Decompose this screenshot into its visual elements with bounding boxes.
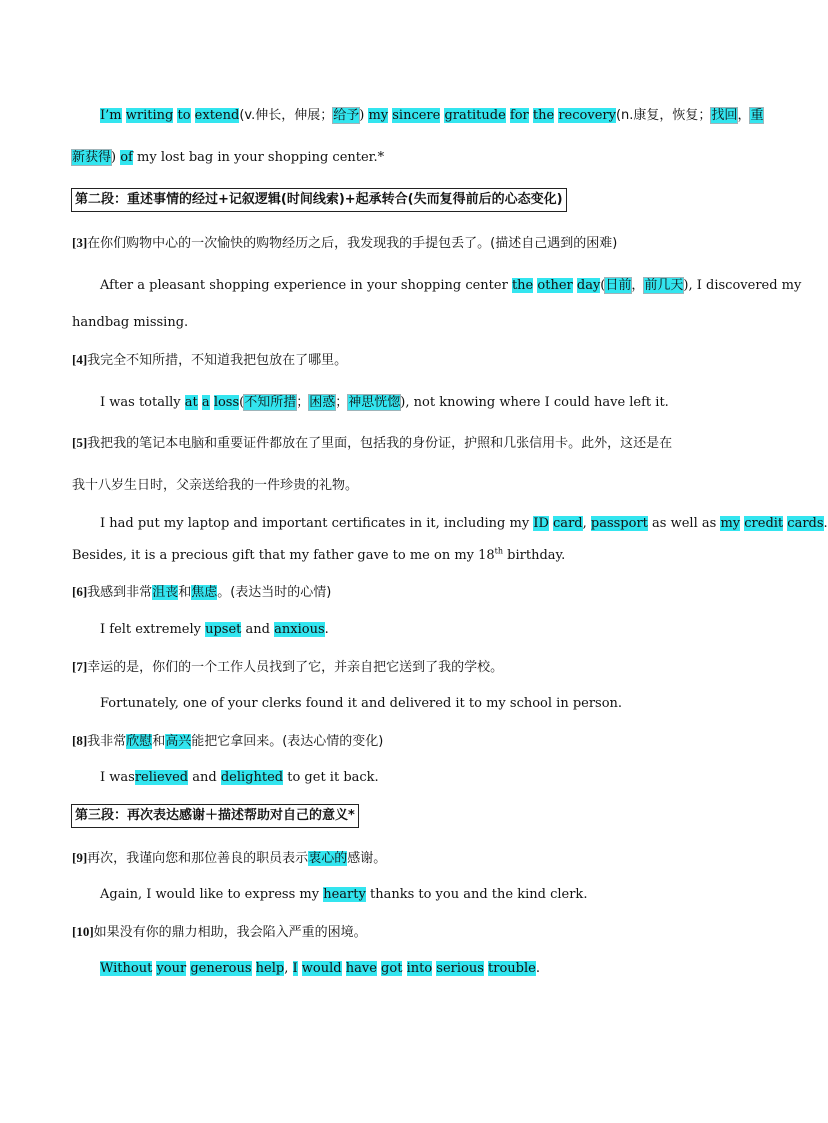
hl-word: I’m [100, 108, 122, 123]
section-heading-2: 第二段：重述事情的经过+记叙逻辑(时间线索)+起承转合(失而复得前后的心态变化) [71, 188, 567, 212]
hl-word: cards [787, 516, 824, 531]
cn-sentence: 幸运的是，你们的一个工作人员找到了它，并亲自把它送到了我的学校。 [87, 660, 504, 675]
text: . [823, 516, 828, 531]
item-9-en [100, 885, 587, 905]
item-tag: [6] [72, 584, 88, 599]
hl-word: loss [213, 395, 240, 410]
hl-word: generous [190, 961, 252, 976]
hl-word: extend [194, 108, 240, 123]
text: I was [100, 770, 135, 785]
hl-word: 沮丧 [152, 585, 179, 600]
hl-word: gratitude [444, 108, 506, 123]
hl-word: writing [125, 108, 174, 123]
text: 和 [178, 585, 192, 600]
hl-word: recovery [558, 108, 616, 123]
item-tag: [3] [72, 235, 88, 250]
text: ； [296, 395, 310, 410]
text: , [582, 516, 587, 531]
text: and [245, 622, 270, 637]
text: 再次，我谨向您和那位善良的职员表示 [87, 851, 309, 866]
p1-line-1 [100, 106, 763, 126]
item-tag: [8] [72, 733, 88, 748]
item-tag: [7] [72, 659, 88, 674]
text: , [284, 961, 289, 976]
text: ， [737, 108, 751, 123]
hl-word: would [301, 961, 342, 976]
item-4-cn [72, 350, 347, 371]
text: thanks to you and the kind clerk. [369, 887, 588, 902]
hl-gloss: 给予 [333, 108, 360, 123]
text: ) [111, 150, 117, 165]
text: I felt extremely [100, 622, 201, 637]
text: After a pleasant shopping experience in your shopping center [100, 278, 508, 293]
hl-gloss: 不知所措 [244, 395, 297, 410]
text: ), I discovered my [683, 278, 802, 293]
item-8-cn [72, 731, 383, 752]
item-3-en-1 [100, 276, 801, 296]
hl-word: I [292, 961, 298, 976]
hl-word: relieved [134, 770, 189, 785]
hl-word: the [532, 108, 555, 123]
text: as well as [652, 516, 717, 531]
hl-gloss: 日前 [605, 278, 632, 293]
text: Again, I would like to express my [100, 887, 320, 902]
text: Besides, it is a precious gift that my father gave to me on my 18 [72, 548, 495, 563]
hl-gloss: 困惑 [309, 395, 336, 410]
item-3-en-2 [72, 313, 188, 333]
text: ( [600, 278, 606, 293]
hl-word: passport [590, 516, 648, 531]
text: . [324, 622, 329, 637]
hl-word: help [255, 961, 285, 976]
item-7-cn [72, 657, 503, 678]
hl-word: upset [205, 622, 242, 637]
text: 和 [152, 734, 166, 749]
text: ( [239, 395, 245, 410]
hl-word: at [184, 395, 198, 410]
p1-line-2 [72, 148, 384, 168]
hl-word: ID [533, 516, 549, 531]
text: I was totally [100, 395, 181, 410]
text: birthday. [503, 548, 566, 563]
text: Fortunately, one of your clerks found it and delivered it to my school in person. [100, 696, 623, 711]
item-5-cn-1 [72, 433, 672, 454]
item-9-cn [72, 848, 386, 869]
cn-sentence: 我把我的笔记本电脑和重要证件都放在了里面，包括我的身份证，护照和几张信用卡。此外，这还是在 [87, 436, 673, 451]
hl-word: serious [436, 961, 484, 976]
hl-word: sincere [392, 108, 441, 123]
item-7-en [100, 694, 622, 714]
item-6-en [100, 620, 329, 640]
hl-gloss: 神思恍惚 [348, 395, 401, 410]
ordinal-suffix: th [494, 546, 504, 556]
hl-word: card [553, 516, 583, 531]
hl-gloss: 重 [750, 108, 764, 123]
item-tag: [4] [72, 352, 88, 367]
hl-word: anxious [274, 622, 325, 637]
hl-gloss: 新获得 [72, 150, 112, 165]
hl-word: into [406, 961, 433, 976]
text: handbag missing. [72, 315, 189, 330]
gloss-text: (n.康复，恢复； [615, 108, 712, 123]
hl-word: delighted [220, 770, 284, 785]
cn-sentence: 如果没有你的鼎力相助，我会陷入严重的困境。 [93, 925, 367, 940]
text: 我非常 [87, 734, 127, 749]
item-8-en [100, 768, 379, 788]
text: 。(表达当时的心情) [217, 585, 332, 600]
section-heading-3: 第三段：再次表达感谢＋描述帮助对自己的意义* [71, 804, 359, 828]
text: ), not knowing where I could have left it. [400, 395, 669, 410]
hl-word: 焦虑 [191, 585, 218, 600]
cn-sentence: 我十八岁生日时，父亲送给我的一件珍贵的礼物。 [72, 478, 359, 493]
item-6-cn [72, 582, 331, 603]
hl-word: your [156, 961, 187, 976]
hl-word: of [120, 150, 133, 165]
item-5-cn-2 [72, 476, 358, 496]
hl-word: the [511, 278, 534, 293]
text: and [192, 770, 217, 785]
item-10-en [100, 959, 540, 979]
hl-gloss: 前几天 [644, 278, 684, 293]
hl-word: to [177, 108, 191, 123]
text: ) [359, 108, 365, 123]
gloss-text: (v.伸长，伸展； [239, 108, 334, 123]
text: ； [335, 395, 349, 410]
hl-word: a [201, 395, 210, 410]
text: 感谢。 [347, 851, 387, 866]
item-10-cn [72, 922, 367, 943]
text: 我感到非常 [87, 585, 153, 600]
item-tag: [10] [72, 924, 94, 939]
cn-sentence: 在你们购物中心的一次愉快的购物经历之后，我发现我的手提包丢了。(描述自己遇到的困难) [87, 236, 618, 251]
text: 能把它拿回来。(表达心情的变化) [191, 734, 384, 749]
hl-word: Without [100, 961, 153, 976]
hl-word: credit [744, 516, 784, 531]
hl-word: 高兴 [165, 734, 192, 749]
hl-word: trouble [488, 961, 536, 976]
hl-gloss: 找回 [711, 108, 738, 123]
item-4-en [100, 393, 669, 413]
item-3-cn [72, 233, 617, 254]
hl-word: day [576, 278, 601, 293]
item-5-en-2 [72, 546, 565, 566]
hl-word: 衷心的 [308, 851, 348, 866]
text: my lost bag in your shopping center.* [137, 150, 385, 165]
item-tag: [5] [72, 435, 88, 450]
hl-word: got [381, 961, 403, 976]
hl-word: for [509, 108, 529, 123]
hl-word: other [537, 278, 573, 293]
text: to get it back. [287, 770, 379, 785]
hl-word: hearty [323, 887, 366, 902]
text: . [535, 961, 540, 976]
hl-word: my [720, 516, 741, 531]
text: ， [631, 278, 645, 293]
item-5-en-1 [100, 514, 828, 534]
hl-word: my [368, 108, 389, 123]
hl-word: have [345, 961, 377, 976]
text: I had put my laptop and important certificates in it, including my [100, 516, 530, 531]
item-tag: [9] [72, 850, 88, 865]
hl-word: 欣慰 [126, 734, 153, 749]
cn-sentence: 我完全不知所措，不知道我把包放在了哪里。 [87, 353, 348, 368]
